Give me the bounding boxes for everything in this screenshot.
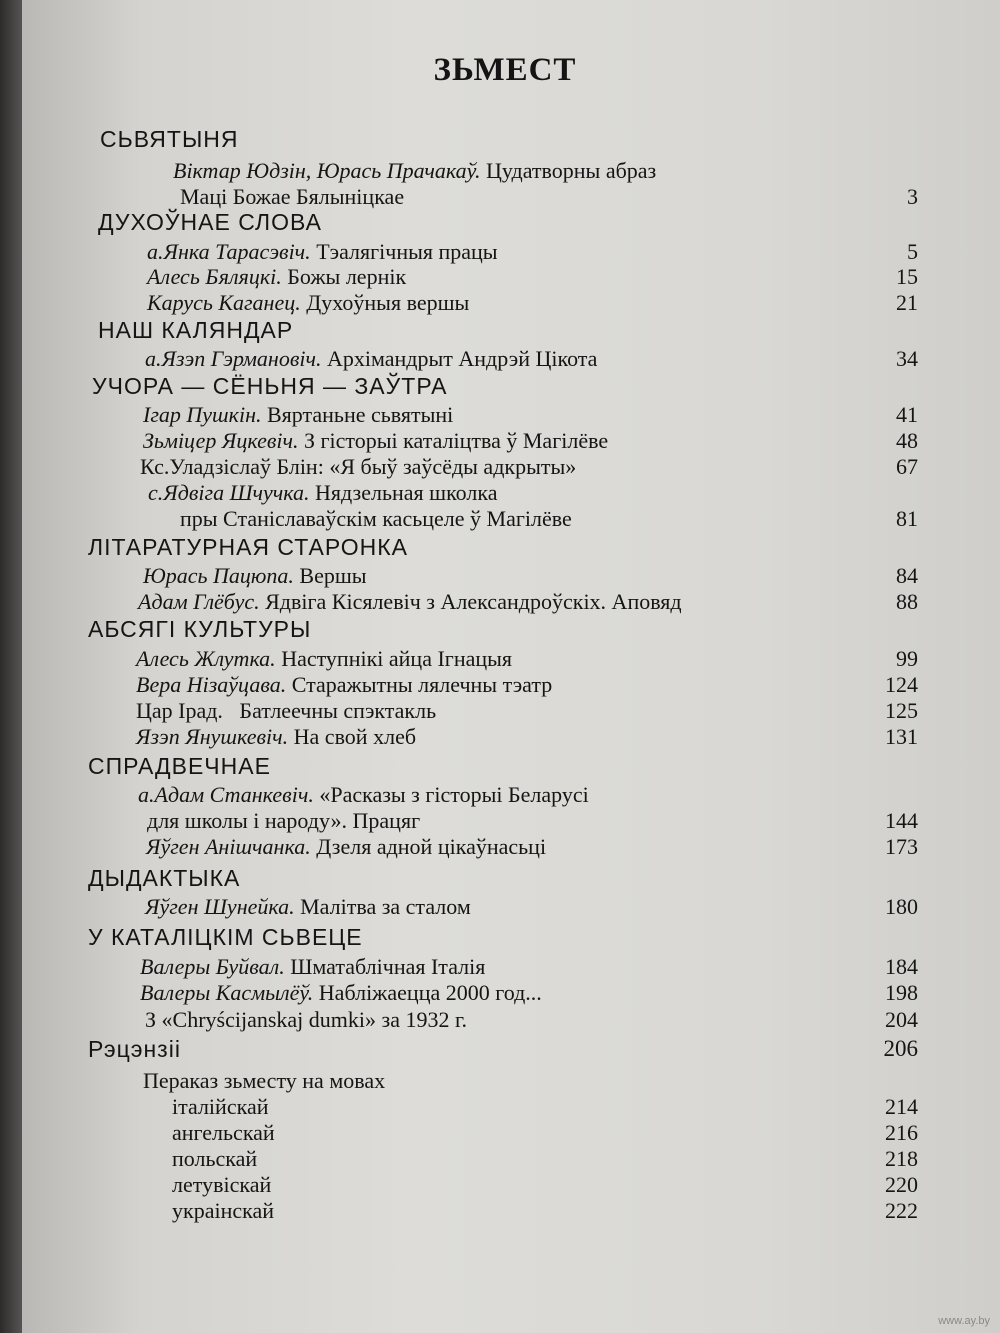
entry-title: Маці Божае Бялыніцкае (180, 184, 405, 209)
toc-entry (0, 1007, 1000, 1033)
entry-title: Цар Ірад. Батлеечны спэктакль (136, 698, 437, 723)
toc-entry (0, 894, 1000, 920)
toc-entry (0, 1036, 1000, 1062)
entry-title: З гісторыі каталіцтва ў Магілёве (304, 428, 609, 453)
toc-entry (0, 158, 1000, 184)
entry-title: польскай (172, 1146, 258, 1171)
entry-page: 84 (896, 563, 918, 588)
entry-title: Старажытны лялечны тэатр (291, 672, 553, 697)
entry-page: 220 (885, 1172, 918, 1197)
entry-title: летувіскай (172, 1172, 272, 1197)
toc-entry (0, 1120, 1000, 1146)
toc-entry (0, 454, 1000, 480)
entry-title: Шматаблічная Італія (290, 954, 486, 979)
toc-entry (0, 808, 1000, 834)
entry-author: Валеры Касмылёў. (140, 980, 314, 1005)
entry-page: 5 (907, 239, 918, 264)
section-heading: ДУХОЎНАЕ СЛОВА (98, 209, 322, 235)
toc-entry (0, 239, 1000, 265)
entry-page: 99 (896, 646, 918, 671)
entry-title: «Расказы з гісторыі Беларусі (319, 782, 589, 807)
entry-page: 3 (907, 184, 918, 209)
toc-entry (0, 1172, 1000, 1198)
entry-page: 48 (896, 428, 918, 453)
entry-author: а.Янка Тарасэвіч. (147, 239, 311, 264)
entry-author: Віктар Юдзін, Юрась Прачакаў. (173, 158, 481, 183)
entry-page: 198 (885, 980, 918, 1005)
toc-entry (0, 480, 1000, 506)
entry-title: Архімандрыт Андрэй Цікота (326, 346, 598, 371)
toc-entry (0, 184, 1000, 210)
entry-title: Дзеля адной цікаўнасьці (316, 834, 547, 859)
entry-title: Пераказ зьместу на мовах (143, 1068, 386, 1093)
entry-title: Тэалягічныя працы (316, 239, 498, 264)
entry-title: Вершы (299, 563, 367, 588)
section-heading: НАШ КАЛЯНДАР (98, 317, 294, 343)
entry-page: 67 (896, 454, 918, 479)
entry-author: Яўген Шунейка. (145, 894, 295, 919)
entry-title: Наступнікі айца Ігнацыя (281, 646, 513, 671)
entry-page: 204 (885, 1007, 918, 1032)
entry-page: 125 (885, 698, 918, 723)
entry-page: 180 (885, 894, 918, 919)
entry-title: Вяртаньне сьвятыні (267, 402, 454, 427)
entry-title: Нядзельная школка (315, 480, 498, 505)
entry-author: Карусь Каганец. (147, 290, 301, 315)
entry-title: ангельскай (172, 1120, 275, 1145)
entry-title: італійскай (172, 1094, 269, 1119)
entry-page: 216 (885, 1120, 918, 1145)
toc-entry (0, 672, 1000, 698)
toc-entry (0, 402, 1000, 428)
section-heading: ДЫДАКТЫКА (88, 865, 241, 891)
entry-page: 88 (896, 589, 918, 614)
entry-title: Божы лернік (287, 264, 407, 289)
toc-entry (0, 1146, 1000, 1172)
toc-entry (0, 954, 1000, 980)
section-heading: УЧОРА — СЁНЬНЯ — ЗАЎТРА (92, 373, 448, 399)
toc-entry (0, 698, 1000, 724)
toc-entry (0, 290, 1000, 316)
section-heading: СПРАДВЕЧНАЕ (88, 753, 271, 779)
entry-author: Зьміцер Яцкевіч. (143, 428, 299, 453)
entry-title: Набліжаецца 2000 год... (318, 980, 542, 1005)
toc-entry (0, 563, 1000, 589)
entry-author: Язэп Янушкевіч. (136, 724, 289, 749)
toc-entry (0, 1198, 1000, 1224)
toc-entry (0, 346, 1000, 372)
entry-title: Кс.Уладзіслаў Блін: «Я быў заўсёды адкрыты» (140, 454, 577, 479)
entry-author: Алесь Бяляцкі. (147, 264, 282, 289)
entry-author: Алесь Жлутка. (136, 646, 276, 671)
toc-entry (0, 782, 1000, 808)
entry-page: 124 (885, 672, 918, 697)
toc-entry (0, 264, 1000, 290)
entry-author: Валеры Буйвал. (140, 954, 285, 979)
entry-page: 81 (896, 506, 918, 531)
section-heading: У КАТАЛІЦКІМ СЬВЕЦЕ (88, 924, 363, 950)
toc-entry (0, 646, 1000, 672)
section-heading: АБСЯГІ КУЛЬТУРЫ (88, 616, 312, 642)
entry-title: На свой хлеб (293, 724, 417, 749)
entry-page: 41 (896, 402, 918, 427)
toc-entry (0, 980, 1000, 1006)
toc-entry (0, 589, 1000, 615)
entry-page: 21 (896, 290, 918, 315)
toc-entry (0, 428, 1000, 454)
entry-author: Яўген Анішчанка. (146, 834, 311, 859)
entry-author: Адам Глёбус. (138, 589, 260, 614)
section-heading: ЛІТАРАТУРНАЯ СТАРОНКА (88, 534, 408, 560)
entry-author: Юрась Пацюпа. (143, 563, 294, 588)
entry-title: Малітва за сталом (300, 894, 471, 919)
entry-title: Рэцэнзіі (88, 1036, 181, 1062)
entry-author: с.Ядвіга Шчучка. (148, 480, 310, 505)
entry-page: 15 (896, 264, 918, 289)
toc-entry (0, 834, 1000, 860)
entry-title: пры Станіславаўскім касьцеле ў Магілёве (180, 506, 572, 531)
entry-page: 173 (885, 834, 918, 859)
entry-page: 131 (885, 724, 918, 749)
toc-entry (0, 1094, 1000, 1120)
toc-entry (0, 724, 1000, 750)
entry-page: 218 (885, 1146, 918, 1171)
toc-entry (0, 506, 1000, 532)
entry-page: 206 (883, 1036, 918, 1061)
entry-page: 184 (885, 954, 918, 979)
entry-page: 144 (885, 808, 918, 833)
entry-title: З «Chryścijanskaj dumki» за 1932 г. (145, 1007, 467, 1032)
entry-title: Ядвіга Кісялевіч з Александроўскіх. Аповяд (265, 589, 682, 614)
entry-author: Вера Нізаўцава. (136, 672, 287, 697)
entry-page: 214 (885, 1094, 918, 1119)
toc-entry (0, 1068, 1000, 1094)
entry-author: Ігар Пушкін. (143, 402, 262, 427)
watermark: www.ay.by (938, 1315, 990, 1327)
entry-author: а.Адам Станкевіч. (138, 782, 314, 807)
entry-page: 222 (885, 1198, 918, 1223)
entry-author: а.Язэп Гэрмановіч. (145, 346, 322, 371)
entry-title: украінскай (172, 1198, 274, 1223)
entry-title: Духоўныя вершы (306, 290, 470, 315)
section-heading: СЬВЯТЫНЯ (100, 126, 239, 152)
entry-title: для школы і народу». Працяг (147, 808, 421, 833)
entry-page: 34 (896, 346, 918, 371)
entry-title: Цудатворны абраз (486, 158, 657, 183)
page-title: ЗЬМЕСТ (433, 52, 577, 88)
